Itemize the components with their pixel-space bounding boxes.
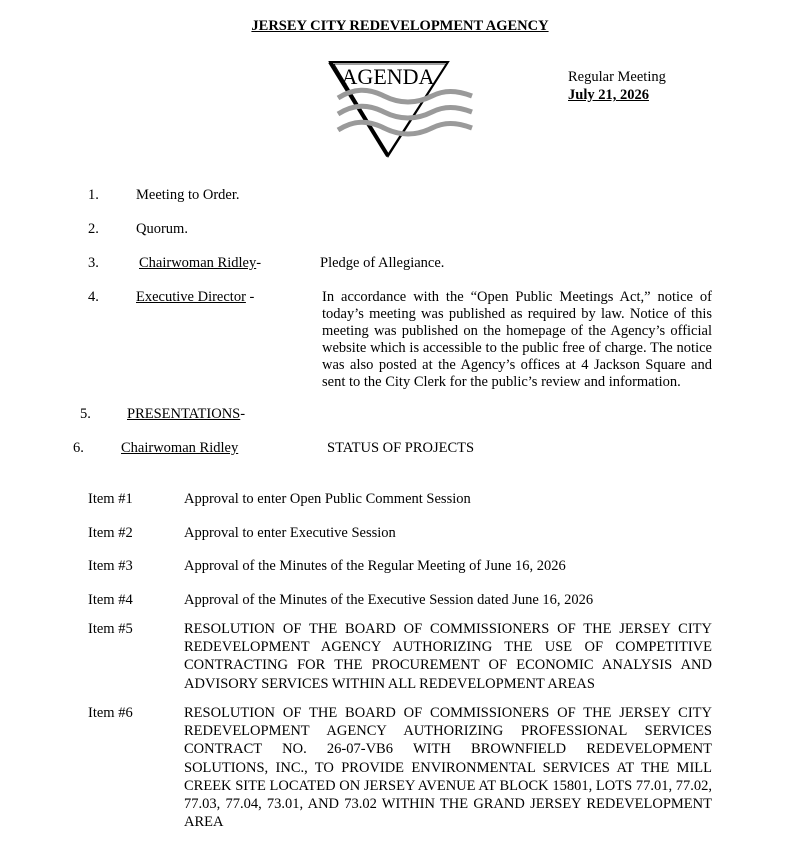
agenda-speaker: Chairwoman Ridley- xyxy=(139,255,262,271)
agenda-speaker: Chairwoman Ridley xyxy=(121,440,239,456)
agenda-desc: Pledge of Allegiance. xyxy=(320,255,445,271)
agenda-logo xyxy=(326,60,476,160)
agenda-num: 4. xyxy=(88,289,99,305)
agenda-desc: STATUS OF PROJECTS xyxy=(327,440,475,456)
agenda-label: Quorum. xyxy=(136,221,188,237)
item-number: Item #1 xyxy=(88,491,133,507)
item-text: Approval to enter Open Public Comment Session xyxy=(184,491,471,507)
item-number: Item #6 xyxy=(88,705,133,721)
item-text: Approval of the Minutes of the Regular Meeting of June 16, 2026 xyxy=(184,558,566,574)
agenda-speaker: Executive Director - xyxy=(136,289,255,305)
meeting-date: July 21, 2026 xyxy=(568,87,649,103)
opma-notice: In accordance with the “Open Public Meetings Act,” notice of today’s meeting was published as required by law. Notice of this meeting was published on the homepage of the Agency’s official website which is accessible to the public free of charge. The notice was also posted at the Agency’s offices at 4 Jackson Square and sent to the City Clerk for the public’s review and information. xyxy=(322,289,712,390)
item-resolution: RESOLUTION OF THE BOARD OF COMMISSIONERS OF THE JERSEY CITY REDEVELOPMENT AGENCY AUTHORIZING THE USE OF COMPETITIVE CONTRACTING FOR THE PROCUREMENT OF ECONOMIC ANALYSIS AND ADVISORY SERVICES WITHIN ALL REDEVELOPMENT AREAS xyxy=(184,621,712,692)
agenda-presentations: PRESENTATIONS- xyxy=(127,406,246,422)
item-text: Approval of the Minutes of the Executive Session dated June 16, 2026 xyxy=(184,592,594,608)
agenda-num: 5. xyxy=(80,406,91,422)
logo-text: AGENDA xyxy=(341,64,435,89)
item-number: Item #5 xyxy=(88,621,133,637)
agenda-num: 6. xyxy=(73,440,84,456)
item-resolution: RESOLUTION OF THE BOARD OF COMMISSIONERS OF THE JERSEY CITY REDEVELOPMENT AGENCY AUTHORIZING PROFESSIONAL SERVICES CONTRACT NO. 26-07-VB6 WITH BROWNFIELD REDEVELOPMENT SOLUTIONS, INC., TO PROVIDE ENVIRONMENTAL SERVICES AT THE MILL CREEK SITE LOCATED ON JERSEY AVENUE AT BLOCK 15801, LOTS 77.01, 77.02, 77.03, 77.04, 73.01, AND 73.02 WITHIN THE GRAND JERSEY REDEVELOPMENT AREA xyxy=(184,705,712,831)
document-title: JERSEY CITY REDEVELOPMENT AGENCY xyxy=(251,18,549,34)
item-number: Item #4 xyxy=(88,592,133,608)
item-number: Item #3 xyxy=(88,558,133,574)
meeting-type: Regular Meeting xyxy=(568,69,666,85)
agenda-num: 2. xyxy=(88,221,99,237)
agenda-num: 3. xyxy=(88,255,99,271)
agenda-num: 1. xyxy=(88,187,99,203)
item-text: Approval to enter Executive Session xyxy=(184,525,396,541)
agenda-label: Meeting to Order. xyxy=(136,187,240,203)
item-number: Item #2 xyxy=(88,525,133,541)
